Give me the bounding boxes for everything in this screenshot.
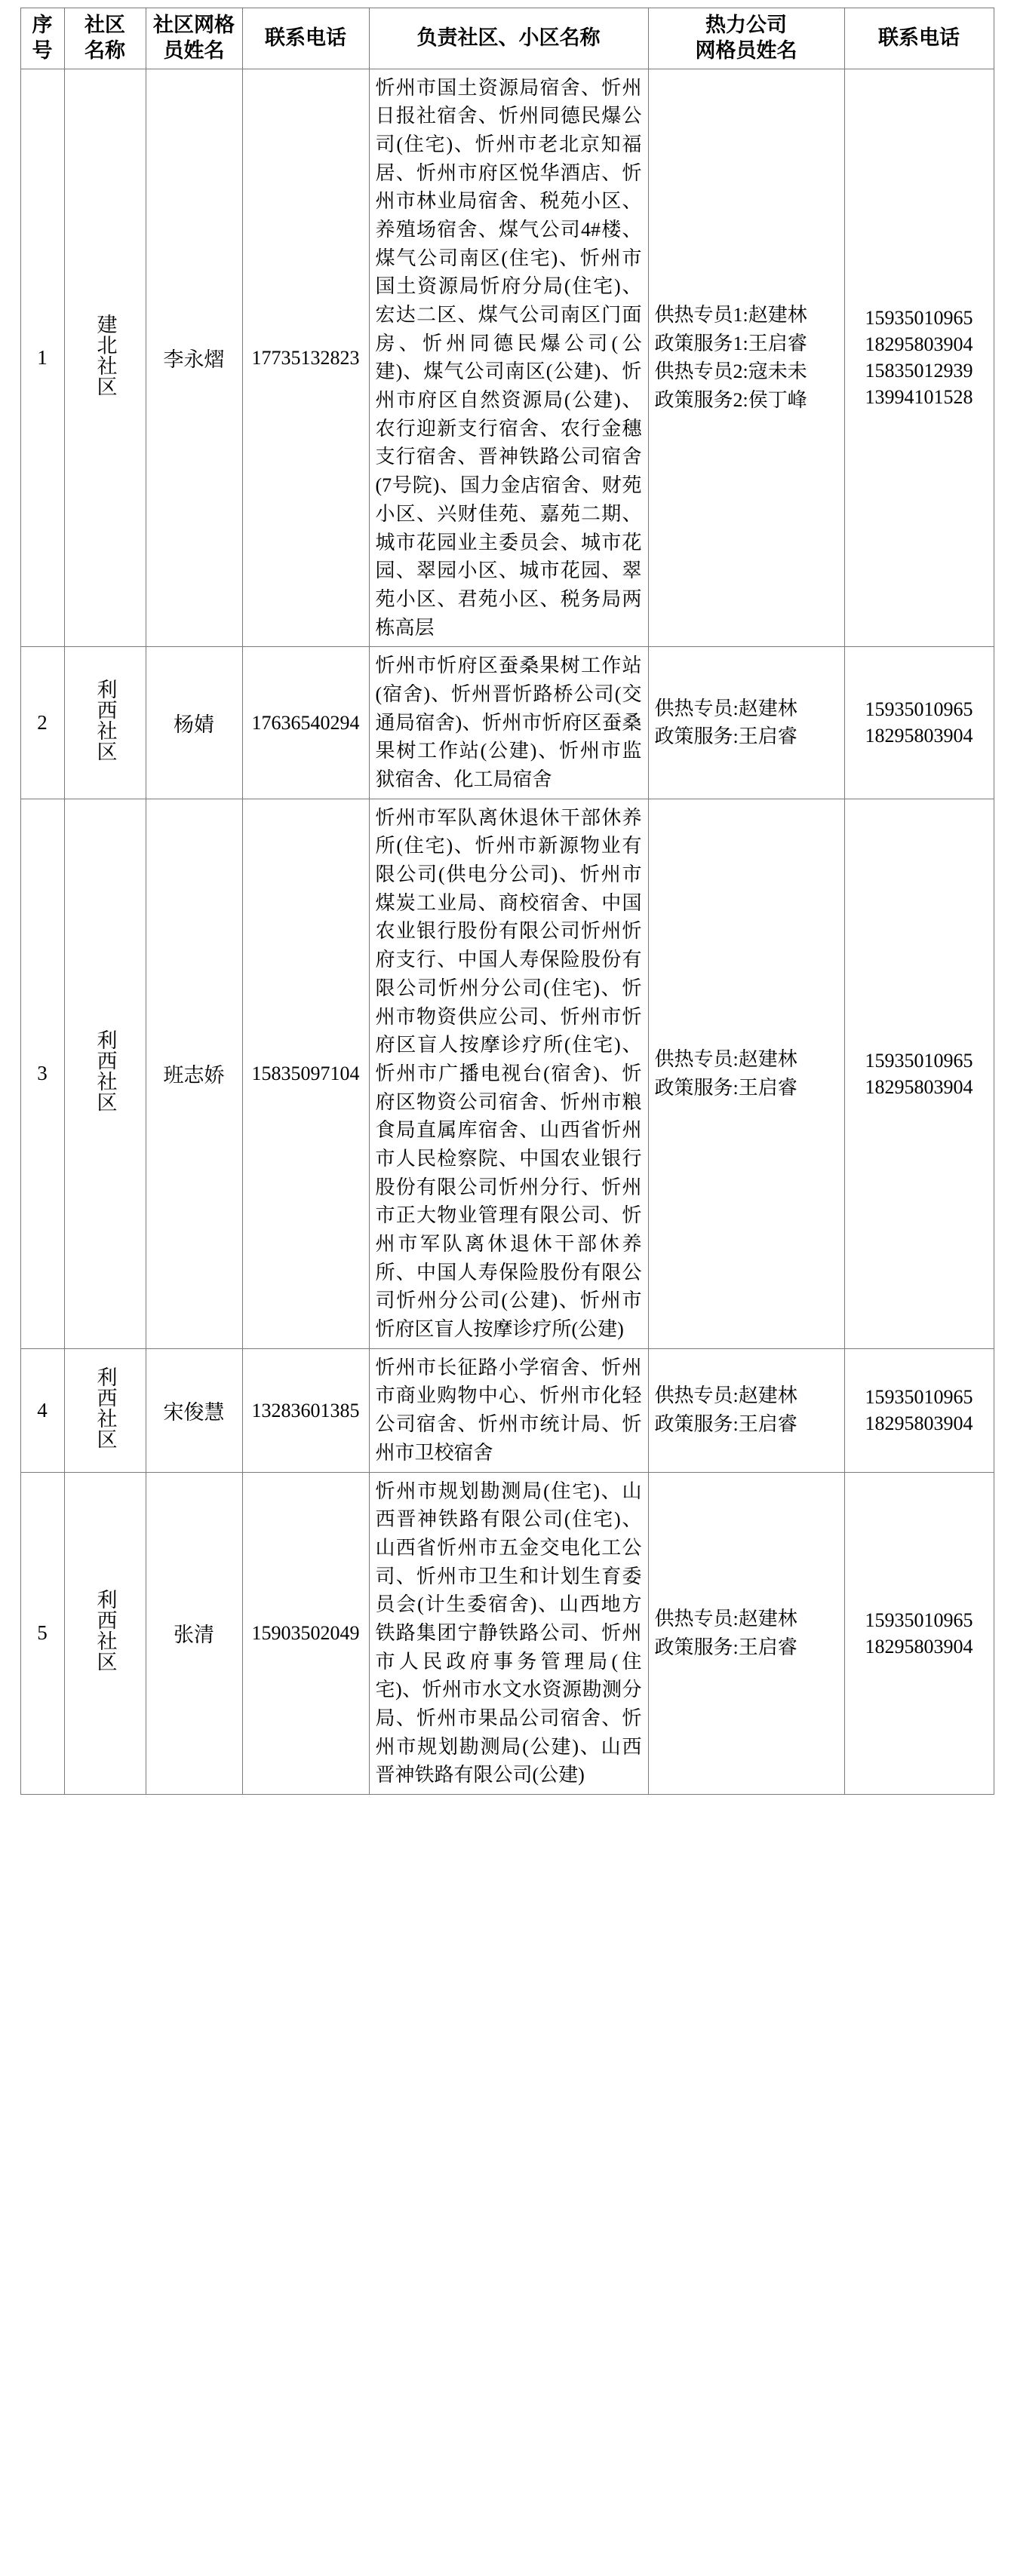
cell-areas: 忻州市军队离休退休干部休养所(住宅)、忻州市新源物业有限公司(供电分公司)、忻州市煤炭工业局、商校宿舍、中国农业银行股份有限公司忻州忻府支行、中国人寿保险股份有限公司忻州分公司(住宅)、忻州市物资供应公司、忻州市忻府区盲人按摩诊疗所(住宅)、忻州市广播电视台(宿舍)、忻府区物资公司宿舍、忻州市粮食局直属库宿舍、山西省忻州市人民检察院、中国农业银行股份有限公司忻州分行、忻州市正大物业管理有限公司、忻州市军队离休退休干部休养所、中国人寿保险股份有限公司忻州分公司(公建)、忻州市忻府区盲人按摩诊疗所(公建)	[369, 799, 648, 1348]
cell-areas: 忻州市长征路小学宿舍、忻州市商业购物中心、忻州市化轻公司宿舍、忻州市统计局、忻州市卫校宿舍	[369, 1348, 648, 1472]
cell-heat-phone: 15935010965 18295803904	[844, 1348, 994, 1472]
community-name-vertical-text: 建北社区	[94, 313, 117, 397]
cell-index: 5	[20, 1472, 64, 1795]
cell-grid-worker: 李永熠	[146, 69, 242, 647]
cell-index: 4	[20, 1348, 64, 1472]
cell-grid-worker: 张清	[146, 1472, 242, 1795]
community-name-vertical-text: 利西社区	[94, 1029, 117, 1113]
cell-heat-phone: 15935010965 18295803904	[844, 1472, 994, 1795]
table-row	[20, 1348, 994, 1472]
cell-phone: 13283601385	[242, 1348, 369, 1472]
cell-index: 1	[20, 69, 64, 647]
column-header-heat-grid-worker: 热力公司 网格员姓名	[648, 8, 844, 69]
community-name-vertical-text: 利西社区	[94, 1589, 117, 1673]
column-header-grid-worker-name: 社区网格 员姓名	[146, 8, 242, 69]
column-header-index: 序号	[20, 8, 64, 69]
table-row	[20, 1472, 994, 1795]
table-header	[20, 8, 994, 69]
cell-phone: 15835097104	[242, 799, 369, 1348]
cell-index: 3	[20, 799, 64, 1348]
column-header-heat-contact-phone: 联系电话	[844, 8, 994, 69]
cell-community-name	[64, 1348, 146, 1472]
table-body	[20, 69, 994, 1795]
cell-heat-phone: 15935010965 18295803904	[844, 799, 994, 1348]
table-row	[20, 799, 994, 1348]
table-row	[20, 69, 994, 647]
cell-heat-grid-worker: 供热专员1:赵建林 政策服务1:王启睿 供热专员2:寇未未 政策服务2:侯丁峰	[648, 69, 844, 647]
cell-community-name	[64, 799, 146, 1348]
cell-community-name	[64, 69, 146, 647]
column-header-areas: 负责社区、小区名称	[369, 8, 648, 69]
cell-phone: 15903502049	[242, 1472, 369, 1795]
cell-grid-worker: 班志娇	[146, 799, 242, 1348]
cell-phone: 17636540294	[242, 647, 369, 799]
cell-areas: 忻州市规划勘测局(住宅)、山西晋神铁路有限公司(住宅)、山西省忻州市五金交电化工公司、忻州市卫生和计划生育委员会(计生委宿舍)、山西地方铁路集团宁静铁路公司、忻州市人民政府事务管理局(住宅)、忻州市水文水资源勘测分局、忻州市果品公司宿舍、忻州市规划勘测局(公建)、山西晋神铁路有限公司(公建)	[369, 1472, 648, 1795]
cell-areas: 忻州市国土资源局宿舍、忻州日报社宿舍、忻州同德民爆公司(住宅)、忻州市老北京知福居、忻州市府区悦华酒店、忻州市林业局宿舍、税苑小区、养殖场宿舍、煤气公司4#楼、煤气公司南区(住宅)、忻州市国土资源局忻府分局(住宅)、宏达二区、煤气公司南区门面房、忻州同德民爆公司(公建)、煤气公司南区(公建)、忻州市府区自然资源局(公建)、农行迎新支行宿舍、农行金穗支行宿舍、晋神铁路公司宿舍(7号院)、国力金店宿舍、财苑小区、兴财佳苑、嘉苑二期、城市花园业主委员会、城市花园、翠园小区、城市花园、翠苑小区、君苑小区、税务局两栋高层	[369, 69, 648, 647]
cell-grid-worker: 杨婧	[146, 647, 242, 799]
community-grid-contact-table	[20, 8, 994, 1795]
table-row	[20, 647, 994, 799]
community-name-vertical-text: 利西社区	[94, 678, 117, 762]
column-header-community-name: 社区 名称	[64, 8, 146, 69]
table-header-row	[20, 8, 994, 69]
cell-heat-grid-worker: 供热专员:赵建林 政策服务:王启睿	[648, 647, 844, 799]
cell-community-name	[64, 647, 146, 799]
cell-heat-grid-worker: 供热专员:赵建林 政策服务:王启睿	[648, 1472, 844, 1795]
cell-community-name	[64, 1472, 146, 1795]
cell-phone: 17735132823	[242, 69, 369, 647]
column-header-contact-phone: 联系电话	[242, 8, 369, 69]
cell-index: 2	[20, 647, 64, 799]
cell-heat-phone: 15935010965 18295803904 15835012939 13994101528	[844, 69, 994, 647]
cell-heat-grid-worker: 供热专员:赵建林 政策服务:王启睿	[648, 799, 844, 1348]
cell-grid-worker: 宋俊慧	[146, 1348, 242, 1472]
cell-areas: 忻州市忻府区蚕桑果树工作站(宿舍)、忻州晋忻路桥公司(交通局宿舍)、忻州市忻府区蚕桑果树工作站(公建)、忻州市监狱宿舍、化工局宿舍	[369, 647, 648, 799]
cell-heat-phone: 15935010965 18295803904	[844, 647, 994, 799]
cell-heat-grid-worker: 供热专员:赵建林 政策服务:王启睿	[648, 1348, 844, 1472]
community-name-vertical-text: 利西社区	[94, 1366, 117, 1449]
